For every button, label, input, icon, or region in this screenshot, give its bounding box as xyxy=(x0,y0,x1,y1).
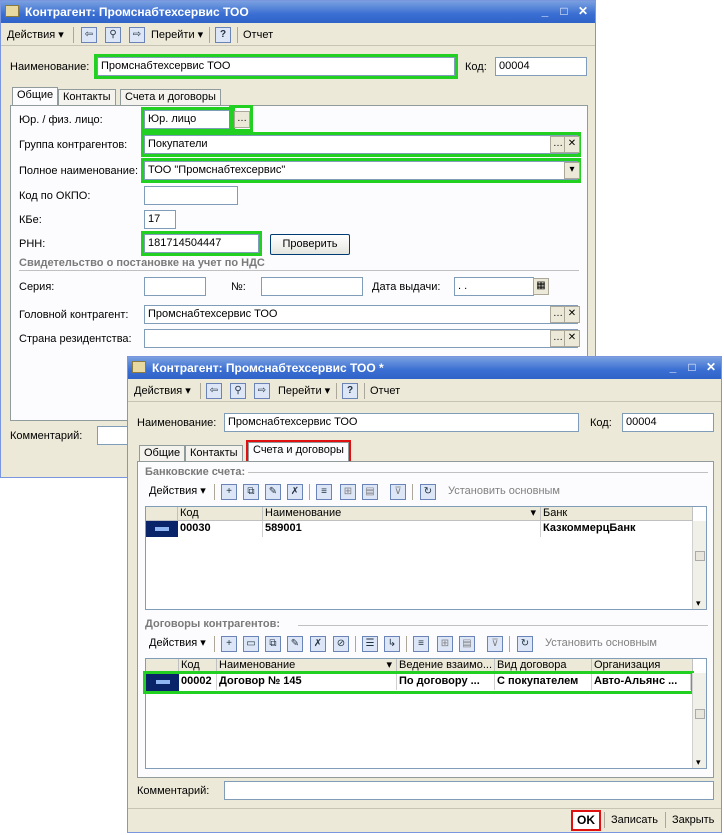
contracts-toolbar xyxy=(144,633,708,655)
maximize-icon[interactable]: □ xyxy=(560,4,568,18)
code-input[interactable]: 00004 xyxy=(622,413,714,432)
clear-icon[interactable]: ✕ xyxy=(564,306,580,323)
hierarchy-icon[interactable]: ≡ xyxy=(316,484,332,500)
code-label: Код: xyxy=(465,61,487,73)
bank-accounts-title: Банковские счета: xyxy=(145,466,246,478)
series-label: Серия: xyxy=(19,281,55,293)
head-label: Головной контрагент: xyxy=(19,309,129,321)
window2-titlebar[interactable] xyxy=(128,357,721,379)
add-folder-icon[interactable]: ▭ xyxy=(243,636,259,652)
cell-name: 589001 xyxy=(263,521,541,537)
window1-title: Контрагент: Промснабтехсервис ТОО xyxy=(25,5,249,19)
actions-menu[interactable]: Действия ▾ xyxy=(7,29,64,41)
window1-toolbar xyxy=(1,24,595,46)
tree-icon[interactable]: ⊞ xyxy=(437,636,453,652)
tab-accounts[interactable]: Счета и договоры xyxy=(248,442,349,461)
name-input[interactable]: Промснабтехсервис ТОО xyxy=(224,413,579,432)
vertical-scrollbar[interactable] xyxy=(692,673,706,768)
tab-general[interactable]: Общие xyxy=(12,87,58,106)
toolbar-separator xyxy=(336,383,337,399)
close-button[interactable]: Закрыть xyxy=(672,814,715,826)
table-row[interactable] xyxy=(146,674,691,691)
scroll-down-icon[interactable]: ▾ xyxy=(696,598,701,608)
actions-menu[interactable]: Действия ▾ xyxy=(134,385,191,397)
sort-down-icon: ▾ xyxy=(530,507,536,519)
calendar-icon[interactable]: ▦ xyxy=(533,278,549,295)
toolbar-separator xyxy=(200,383,201,399)
name-label: Наименование: xyxy=(137,417,217,429)
cell-org: Авто-Альянс ... xyxy=(592,674,691,690)
jur-label: Юр. / физ. лицо: xyxy=(19,114,103,126)
jur-input[interactable]: Юр. лицо xyxy=(144,110,232,129)
country-label: Страна резидентства: xyxy=(19,333,132,345)
comment-input[interactable] xyxy=(224,781,714,800)
goto-menu[interactable]: Перейти ▾ xyxy=(151,29,204,41)
check-button[interactable]: Проверить xyxy=(270,234,350,255)
section-divider xyxy=(248,472,708,473)
cell-bank: КазкоммерцБанк xyxy=(541,521,693,537)
contracts-table[interactable] xyxy=(145,658,707,769)
actions-label: Действия xyxy=(149,485,198,497)
set-main-icon[interactable]: ☰ xyxy=(362,636,378,652)
window2-toolbar xyxy=(128,380,721,402)
column-header-code[interactable]: Код xyxy=(178,507,263,521)
clear-icon[interactable]: ✕ xyxy=(564,136,580,153)
toolbar-separator xyxy=(412,484,413,500)
copy-icon[interactable]: ⧉ xyxy=(265,636,281,652)
select-button[interactable]: … xyxy=(550,330,566,347)
close-icon[interactable]: ✕ xyxy=(577,4,589,18)
cell-code: 00002 xyxy=(179,674,217,690)
comment-label: Комментарий: xyxy=(137,785,210,797)
name-input[interactable]: Промснабтехсервис ТОО xyxy=(97,57,455,76)
column-header-selector xyxy=(146,659,179,673)
kbe-label: КБе: xyxy=(19,214,42,226)
minimize-icon[interactable]: _ xyxy=(541,4,549,18)
structure-icon[interactable]: ⚲ xyxy=(230,383,246,399)
column-header-mode[interactable]: Ведение взаимо... xyxy=(397,659,495,673)
issue-date-input[interactable]: . . xyxy=(454,277,534,296)
fullname-label: Полное наименование: xyxy=(19,165,139,177)
comment-label: Комментарий: xyxy=(10,430,83,442)
form-footer xyxy=(128,808,721,832)
cell-code: 00030 xyxy=(178,521,263,537)
help-icon[interactable]: ? xyxy=(215,27,231,43)
copy-icon[interactable]: ⧉ xyxy=(243,484,259,500)
actions-label: Действия xyxy=(149,637,198,649)
close-icon[interactable]: ✕ xyxy=(705,360,717,374)
minimize-icon[interactable]: _ xyxy=(669,360,677,374)
toolbar-separator xyxy=(355,636,356,652)
filter-icon[interactable]: ⊽ xyxy=(390,484,406,500)
window2-title: Контрагент: Промснабтехсервис ТОО * xyxy=(152,361,384,375)
list-mode-icon[interactable]: ▤ xyxy=(362,484,378,500)
help-icon[interactable]: ? xyxy=(342,383,358,399)
toolbar-separator xyxy=(665,812,666,828)
scroll-thumb[interactable] xyxy=(695,709,705,719)
add-icon[interactable]: + xyxy=(221,636,237,652)
name-label: Наименование: xyxy=(10,61,90,73)
column-header-kind[interactable]: Вид договора xyxy=(495,659,592,673)
head-input[interactable]: Промснабтехсервис ТОО xyxy=(144,305,578,324)
contracts-title: Договоры контрагентов: xyxy=(145,618,281,630)
actions-menu[interactable]: Действия ▾ xyxy=(149,485,206,497)
toolbar-separator xyxy=(214,636,215,652)
row-marker-icon xyxy=(146,674,179,691)
edit-icon[interactable]: ✎ xyxy=(265,484,281,500)
maximize-icon[interactable]: □ xyxy=(688,360,696,374)
goto-label: Перейти xyxy=(151,29,195,41)
code-label: Код: xyxy=(590,417,612,429)
filter-icon[interactable]: ⊽ xyxy=(487,636,503,652)
toolbar-separator xyxy=(309,484,310,500)
issue-date-label: Дата выдачи: xyxy=(372,281,441,293)
sort-down-icon: ▾ xyxy=(386,659,392,671)
okpo-label: Код по ОКПО: xyxy=(19,190,91,202)
toolbar-separator xyxy=(364,383,365,399)
dropdown-icon[interactable]: ▾ xyxy=(564,162,580,179)
form-icon xyxy=(5,5,19,17)
toolbar-separator xyxy=(73,27,74,43)
refresh-icon[interactable]: ↻ xyxy=(420,484,436,500)
goto-label: Перейти xyxy=(278,385,322,397)
refresh-icon[interactable]: ↻ xyxy=(517,636,533,652)
delete-mark-icon[interactable]: ✗ xyxy=(310,636,326,652)
column-header-name[interactable] xyxy=(217,659,397,673)
jur-select-highlight xyxy=(232,108,250,129)
list-mode-icon[interactable]: ▤ xyxy=(459,636,475,652)
rnn-input[interactable]: 181714504447 xyxy=(144,234,259,253)
column-header-selector xyxy=(146,507,178,521)
select-button[interactable]: … xyxy=(550,136,566,153)
country-input[interactable] xyxy=(144,329,578,348)
toolbar-separator xyxy=(604,812,605,828)
toolbar-separator xyxy=(406,636,407,652)
tree-icon[interactable]: ⊞ xyxy=(340,484,356,500)
add-icon[interactable]: + xyxy=(221,484,237,500)
vertical-scrollbar[interactable] xyxy=(692,521,706,609)
column-header-code[interactable]: Код xyxy=(179,659,217,673)
section-divider xyxy=(298,625,708,626)
delete-icon[interactable]: ⊘ xyxy=(333,636,349,652)
hierarchy-icon[interactable]: ≡ xyxy=(413,636,429,652)
group-input[interactable]: Покупатели xyxy=(144,135,578,154)
column-header-bank[interactable]: Банк xyxy=(541,507,693,521)
actions-label: Действия xyxy=(134,385,183,397)
set-main-button[interactable]: Установить основным xyxy=(545,637,657,649)
delete-mark-icon[interactable]: ✗ xyxy=(287,484,303,500)
counterparty-window-front xyxy=(127,356,722,833)
column-header-name-label: Наименование xyxy=(219,659,296,671)
bank-accounts-table[interactable] xyxy=(145,506,707,610)
save-button[interactable]: Записать xyxy=(611,814,659,826)
rnn-label: РНН: xyxy=(19,238,46,250)
actions-menu[interactable]: Действия ▾ xyxy=(149,637,206,649)
forward-icon[interactable]: ⇨ xyxy=(129,27,145,43)
table-row[interactable] xyxy=(146,521,693,537)
column-header-name-label: Наименование xyxy=(265,507,342,519)
forward-icon[interactable]: ⇨ xyxy=(254,383,270,399)
window1-titlebar[interactable] xyxy=(1,1,595,23)
cell-mode: По договору ... xyxy=(397,674,495,690)
bank-toolbar xyxy=(144,481,708,503)
fullname-input[interactable]: ТОО "Промснабтехсервис" xyxy=(144,161,578,180)
number-input[interactable] xyxy=(261,277,363,296)
series-input[interactable] xyxy=(144,277,206,296)
cell-kind: С покупателем xyxy=(495,674,592,690)
number-label: №: xyxy=(231,281,246,293)
toolbar-separator xyxy=(237,27,238,43)
goto-menu[interactable]: Перейти ▾ xyxy=(278,385,331,397)
okpo-input[interactable] xyxy=(144,186,238,205)
tab-contacts[interactable]: Контакты xyxy=(58,89,116,106)
column-header-name[interactable] xyxy=(263,507,541,521)
column-header-org[interactable]: Организация xyxy=(592,659,693,673)
move-icon[interactable]: ↳ xyxy=(384,636,400,652)
scroll-down-icon[interactable]: ▾ xyxy=(696,757,701,767)
actions-label: Действия xyxy=(7,29,56,41)
kbe-input[interactable]: 17 xyxy=(144,210,176,229)
set-main-button[interactable]: Установить основным xyxy=(448,485,560,497)
cell-name: Договор № 145 xyxy=(217,674,397,690)
row-marker-icon xyxy=(146,521,178,537)
back-arrow-icon[interactable]: ⇦ xyxy=(206,383,222,399)
clear-icon[interactable]: ✕ xyxy=(564,330,580,347)
toolbar-separator xyxy=(209,27,210,43)
tab-accounts[interactable]: Счета и договоры xyxy=(120,89,221,106)
structure-icon[interactable]: ⚲ xyxy=(105,27,121,43)
toolbar-separator xyxy=(214,484,215,500)
code-input[interactable]: 00004 xyxy=(495,57,587,76)
section-divider xyxy=(19,270,579,271)
edit-icon[interactable]: ✎ xyxy=(287,636,303,652)
select-button[interactable]: … xyxy=(234,111,250,128)
back-arrow-icon[interactable]: ⇦ xyxy=(81,27,97,43)
tab-general[interactable]: Общие xyxy=(139,445,185,462)
vat-section-title: Свидетельство о постановке на учет по НДС xyxy=(19,257,265,269)
select-button[interactable]: … xyxy=(550,306,566,323)
group-label: Группа контрагентов: xyxy=(19,139,128,151)
ok-button[interactable]: OK xyxy=(573,812,599,829)
report-button[interactable]: Отчет xyxy=(243,29,274,41)
toolbar-separator xyxy=(509,636,510,652)
tab-contacts[interactable]: Контакты xyxy=(185,445,243,462)
scroll-thumb[interactable] xyxy=(695,551,705,561)
report-button[interactable]: Отчет xyxy=(370,385,401,397)
form-icon xyxy=(132,361,146,373)
